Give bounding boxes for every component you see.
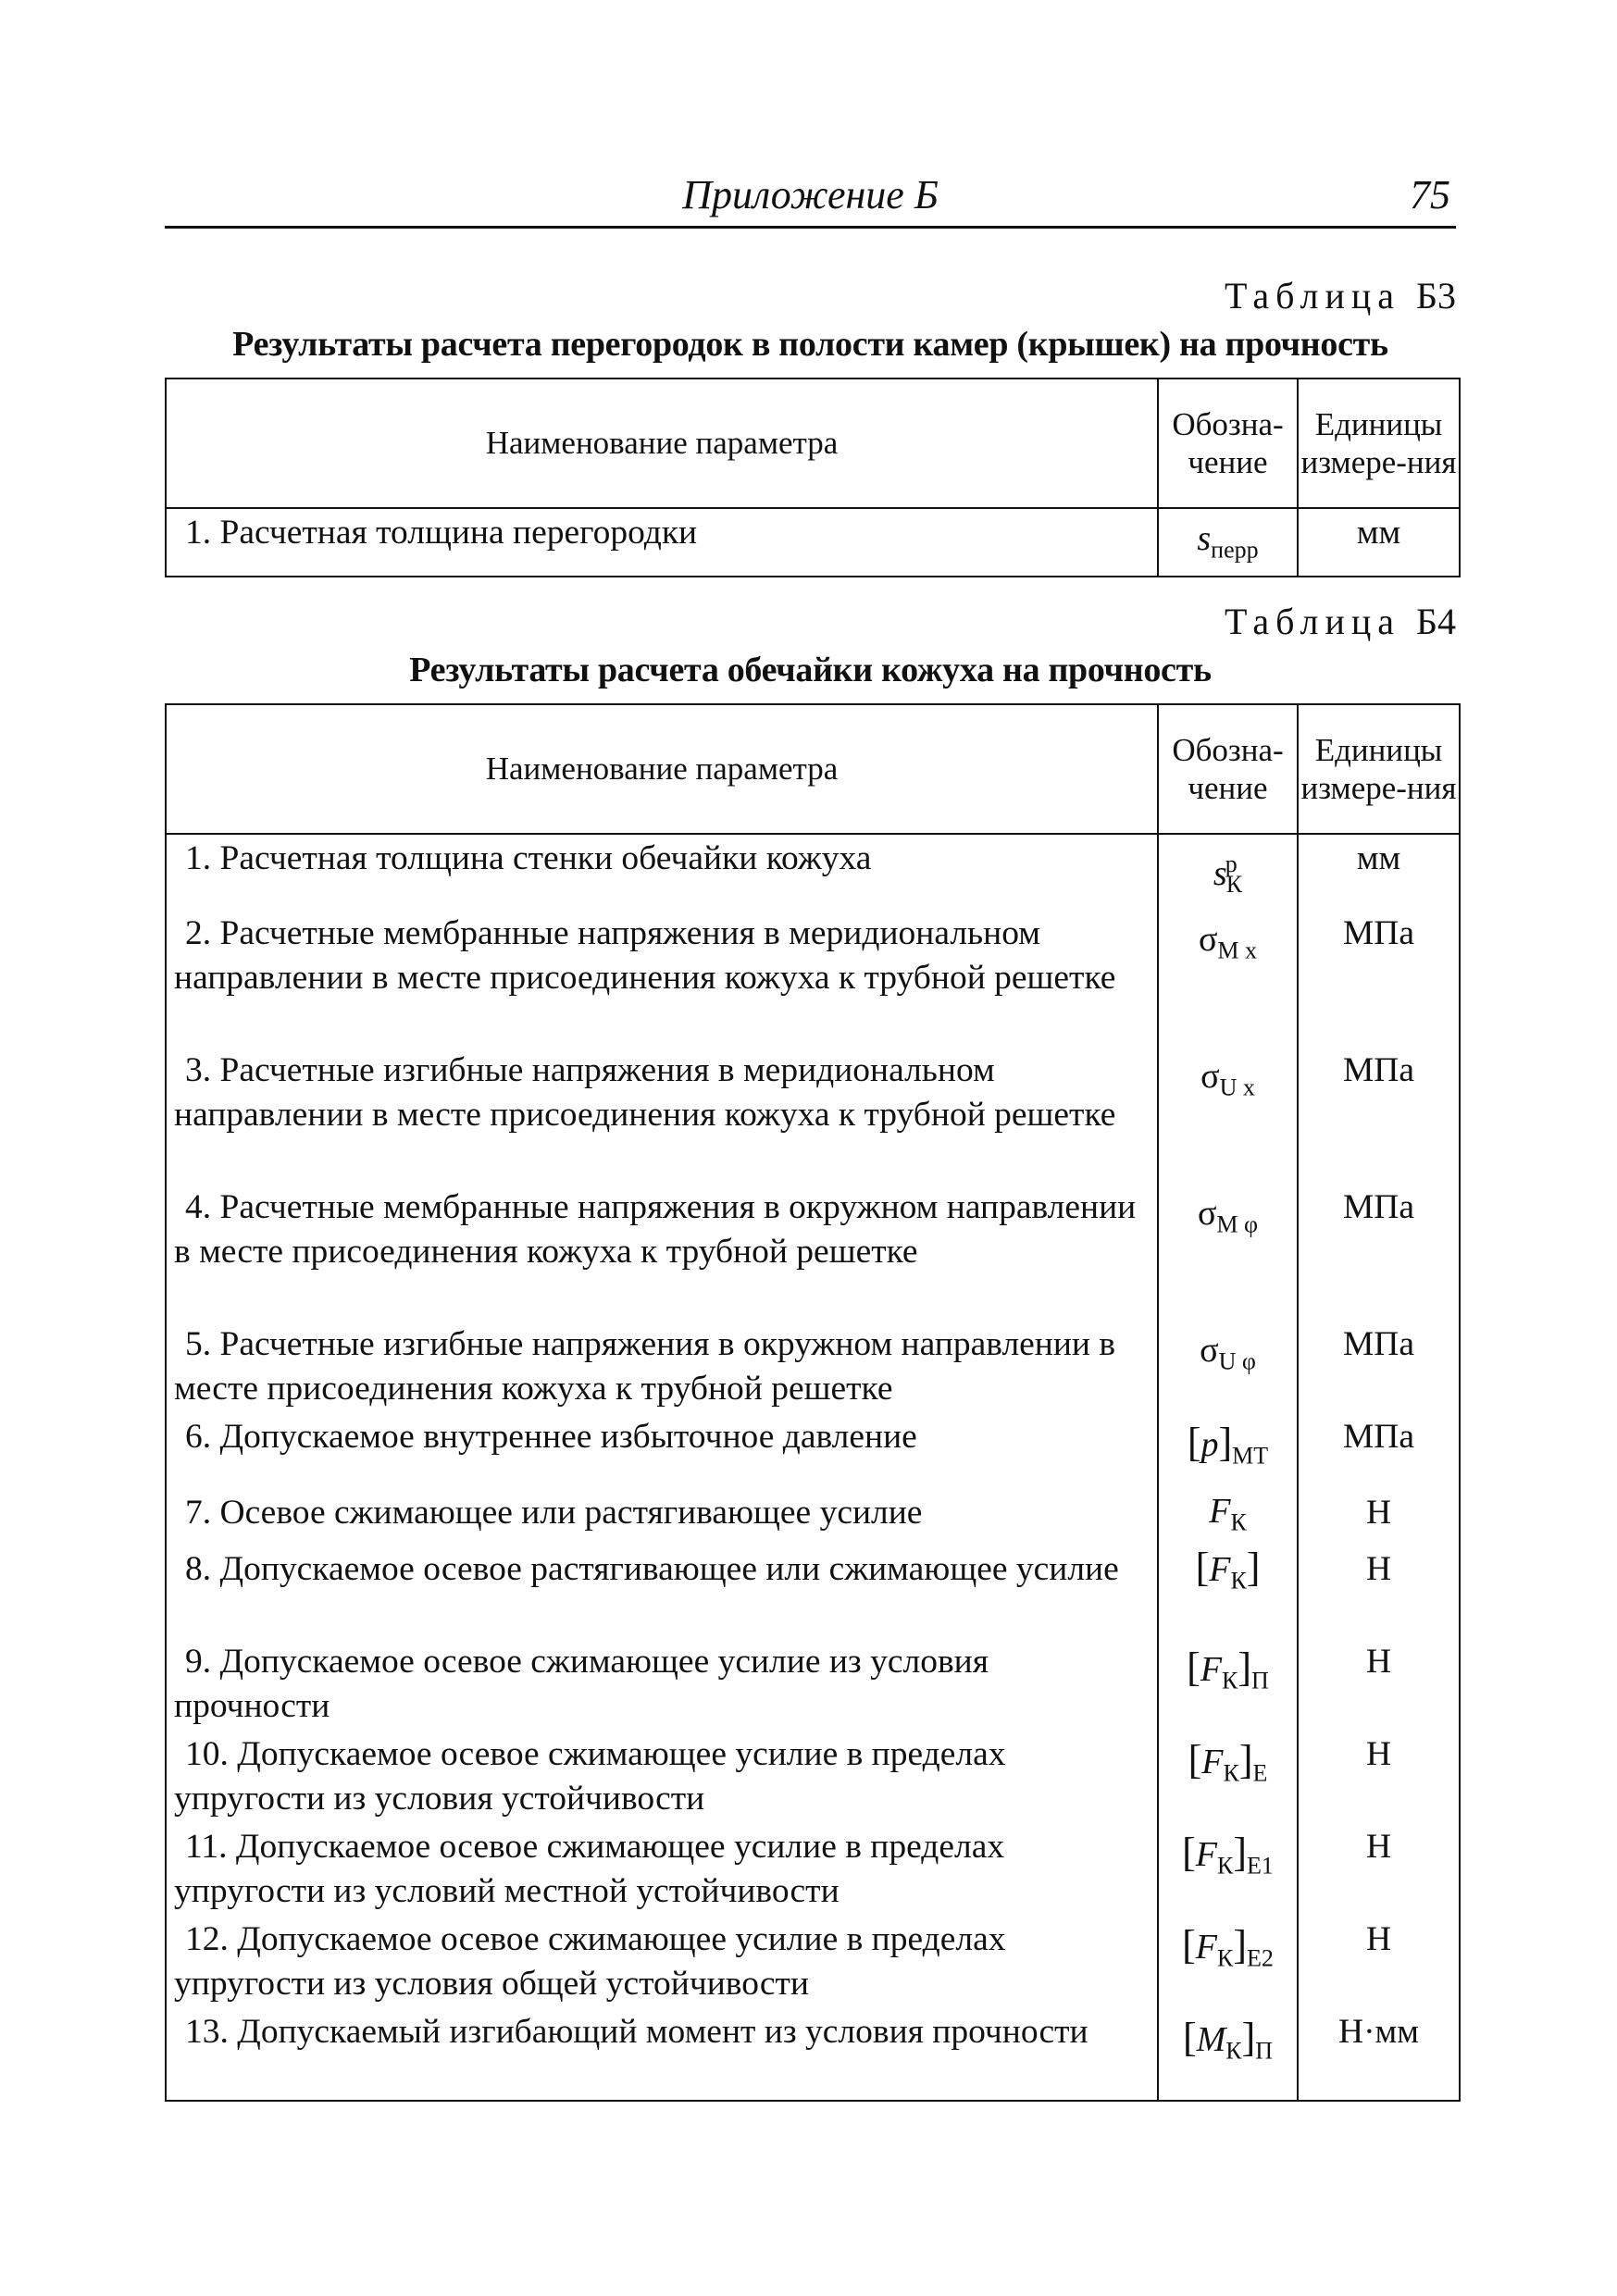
table-row — [166, 508, 1460, 577]
header-title: Приложение Б — [682, 172, 939, 217]
row-symbol: $\sigma_{М \varphi}$ — [1158, 1184, 1298, 1321]
table-b4-header-name: Наименование параметра — [166, 704, 1158, 834]
table-row — [166, 1731, 1460, 1823]
table-row — [166, 910, 1460, 1047]
row-symbol — [1158, 508, 1298, 577]
row-unit: МПа — [1298, 1047, 1460, 1184]
table-b3-caption-word: Таблица — [1224, 275, 1401, 316]
row-symbol: $[p]_{МТ}$ — [1158, 1413, 1298, 1489]
row-name: 4. Расчетные мембранные напряжения в окружном направлении в месте присоединения кожуха к трубной решетке — [166, 1184, 1158, 1321]
row-name: 9. Допускаемое осевое сжимающее усилие из условия прочности — [166, 1638, 1158, 1731]
row-symbol: $F_К$ — [1158, 1489, 1298, 1545]
table-row — [166, 1823, 1460, 1916]
row-unit: Н — [1298, 1731, 1460, 1823]
row-symbol: $[F_К]_Е$ — [1158, 1731, 1298, 1823]
row-name: 12. Допускаемое осевое сжимающее усилие в пределах упругости из условия общей устойчивости — [166, 1916, 1158, 2008]
row-symbol: $[F_К]_{Е1}$ — [1158, 1823, 1298, 1916]
row-name: 5. Расчетные изгибные напряжения в окружном направлении в месте присоединения кожуха к трубной решетке — [166, 1321, 1158, 1413]
row-unit: МПа — [1298, 1184, 1460, 1321]
page-number: 75 — [1410, 172, 1450, 217]
table-row — [166, 2008, 1460, 2101]
table-row — [166, 1489, 1460, 1545]
table-row — [166, 834, 1460, 910]
symbol-s-perr: $s_{перр}$ — [1197, 519, 1259, 564]
row-symbol: $s^р_К$ — [1158, 834, 1298, 910]
table-row — [166, 1321, 1460, 1413]
row-unit: Н — [1298, 1545, 1460, 1638]
row-name: 1. Расчетная толщина перегородки — [166, 508, 1158, 577]
table-row — [166, 1545, 1460, 1638]
row-symbol: $[F_К]$ — [1158, 1545, 1298, 1638]
row-unit: Н — [1298, 1823, 1460, 1916]
table-b4-number: Б4 — [1416, 601, 1456, 642]
row-unit: мм — [1298, 834, 1460, 910]
table-b3-number: Б3 — [1416, 275, 1456, 316]
row-name: 1. Расчетная толщина стенки обечайки кожуха — [166, 834, 1158, 910]
table-b4-header-unit: Единицы измере-ния — [1298, 704, 1460, 834]
row-name: 2. Расчетные мембранные напряжения в меридиональном направлении в месте присоединения кожуха к трубной решетке — [166, 910, 1158, 1047]
row-symbol: $[F_К]_{Е2}$ — [1158, 1916, 1298, 2008]
row-symbol: $\sigma_{U \varphi}$ — [1158, 1321, 1298, 1413]
row-name: 11. Допускаемое осевое сжимающее усилие в пределах упругости из условий местной устойчивости — [166, 1823, 1158, 1916]
table-b4-title: Результаты расчета обечайки кожуха на прочность — [409, 651, 1212, 689]
row-unit: МПа — [1298, 910, 1460, 1047]
table-b3-header-name: Наименование параметра — [166, 379, 1158, 508]
row-unit: мм — [1298, 508, 1460, 577]
row-unit: МПа — [1298, 1413, 1460, 1489]
row-unit: Н — [1298, 1916, 1460, 2008]
table-b4-header-symbol: Обозна-чение — [1158, 704, 1298, 834]
table-b3 — [165, 378, 1461, 577]
table-b3-header-symbol: Обозна-чение — [1158, 379, 1298, 508]
row-name: 3. Расчетные изгибные напряжения в меридиональном направлении в месте присоединения кожуха к трубной решетке — [166, 1047, 1158, 1184]
running-header — [165, 171, 1456, 227]
table-row — [166, 1413, 1460, 1489]
row-name: 6. Допускаемое внутреннее избыточное давление — [166, 1413, 1158, 1489]
table-b4-caption-word: Таблица — [1224, 601, 1401, 642]
row-name: 8. Допускаемое осевое растягивающее или сжимающее усилие — [166, 1545, 1158, 1638]
row-name: 7. Осевое сжимающее или растягивающее усилие — [166, 1489, 1158, 1545]
row-symbol: $\sigma_{М x}$ — [1158, 910, 1298, 1047]
row-name: 10. Допускаемое осевое сжимающее усилие в пределах упругости из условия устойчивости — [166, 1731, 1158, 1823]
row-unit: Н — [1298, 1489, 1460, 1545]
table-b4 — [165, 703, 1461, 2102]
row-unit: МПа — [1298, 1321, 1460, 1413]
row-symbol: $[M_К]_П$ — [1158, 2008, 1298, 2101]
row-name: 13. Допускаемый изгибающий момент из условия прочности — [166, 2008, 1158, 2101]
table-row — [166, 1047, 1460, 1184]
table-row — [166, 1916, 1460, 2008]
header-rule — [165, 226, 1456, 229]
table-b3-header-unit: Единицы измере-ния — [1298, 379, 1460, 508]
table-b4-caption — [1225, 600, 1456, 643]
table-b3-caption — [1225, 274, 1456, 317]
table-row — [166, 1184, 1460, 1321]
row-symbol: $\sigma_{U x}$ — [1158, 1047, 1298, 1184]
row-unit: Н — [1298, 1638, 1460, 1731]
row-symbol: $[F_К]_П$ — [1158, 1638, 1298, 1731]
table-b3-title: Результаты расчета перегородок в полости камер (крышек) на прочность — [232, 325, 1388, 364]
row-unit: Н·мм — [1298, 2008, 1460, 2101]
table-row — [166, 1638, 1460, 1731]
